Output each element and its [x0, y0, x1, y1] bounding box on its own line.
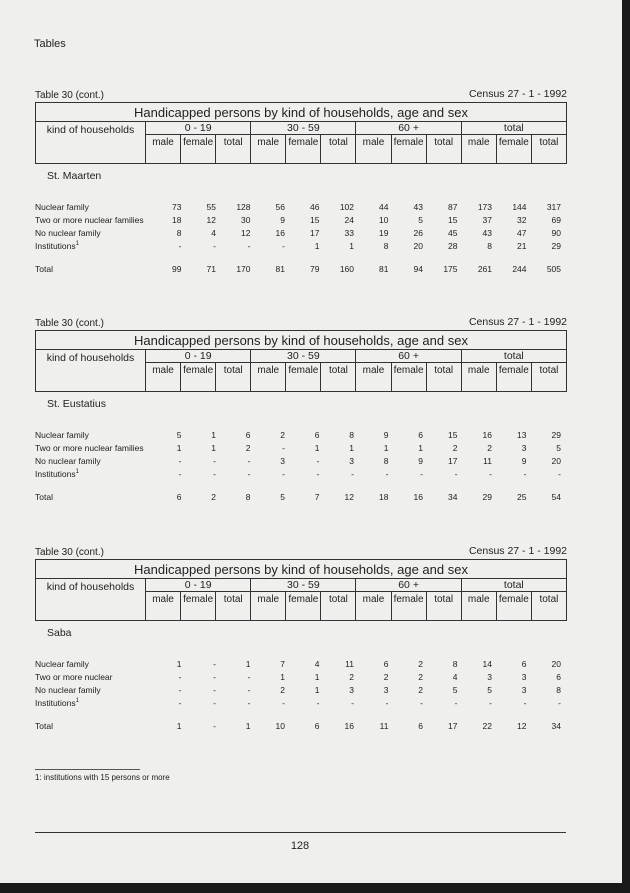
- cell-value: 11: [345, 658, 354, 669]
- cell-value: 1: [314, 671, 320, 682]
- cell-value: -: [247, 468, 251, 479]
- cell-value: 87: [448, 201, 458, 212]
- cell-value: 17: [310, 227, 320, 238]
- cell-value: 170: [236, 263, 251, 274]
- cell-value: 8: [383, 455, 389, 466]
- cell-value: 4: [314, 658, 320, 669]
- table-row: [35, 683, 567, 696]
- row-label: Institutions$^1$: [35, 697, 79, 708]
- table-number: Table 30 (cont.): [35, 547, 104, 558]
- sex-header: female: [391, 135, 426, 164]
- footnote-rule: [35, 769, 140, 770]
- data-table: [35, 200, 567, 275]
- cell-value: 8: [556, 684, 561, 695]
- cell-value: -: [454, 468, 458, 479]
- cell-value: 29: [551, 240, 561, 251]
- cell-value: 9: [383, 429, 389, 440]
- cell-value: 1: [349, 442, 354, 453]
- sex-header: female: [286, 363, 321, 392]
- row-label: Total: [35, 491, 53, 502]
- cell-value: 2: [487, 442, 492, 453]
- cell-value: -: [178, 684, 182, 695]
- sex-header: male: [146, 592, 181, 621]
- cell-value: 28: [448, 240, 458, 251]
- cell-value: -: [178, 468, 182, 479]
- cell-value: -: [178, 697, 182, 708]
- cell-value: 8: [349, 429, 354, 440]
- row-label: No nuclear family: [35, 684, 101, 695]
- cell-value: 1: [176, 442, 182, 453]
- row-label: Two or more nuclear: [35, 671, 113, 682]
- table-caption: [35, 88, 567, 102]
- table-caption: [35, 545, 567, 559]
- row-label: Nuclear family: [35, 658, 89, 669]
- sex-header: male: [356, 592, 391, 621]
- cell-value: 1: [211, 442, 216, 453]
- cell-value: 1: [176, 658, 182, 669]
- age-group-header: 30 - 59: [251, 122, 356, 135]
- cell-value: 3: [349, 455, 354, 466]
- cell-value: 1: [245, 720, 251, 731]
- sex-header: total: [531, 135, 566, 164]
- table-row: [35, 454, 567, 467]
- cell-value: 12: [517, 720, 527, 731]
- row-label: Total: [35, 263, 53, 274]
- cell-value: 46: [310, 201, 320, 212]
- cell-value: 15: [448, 429, 458, 440]
- cell-value: 29: [551, 429, 561, 440]
- row-label: Nuclear family: [35, 201, 89, 212]
- table-row: [35, 657, 567, 670]
- table-st-maarten: [35, 88, 567, 275]
- cell-value: 29: [482, 491, 492, 502]
- cell-value: 102: [339, 201, 354, 212]
- cell-value: 99: [172, 263, 182, 274]
- cell-value: 6: [314, 720, 320, 731]
- cell-value: -: [213, 671, 216, 682]
- cell-value: -: [213, 455, 216, 466]
- cell-value: 7: [314, 491, 320, 502]
- cell-value: 16: [344, 720, 354, 731]
- cell-value: 69: [551, 214, 561, 225]
- cell-value: 3: [349, 684, 354, 695]
- table-number: Table 30 (cont.): [35, 90, 104, 101]
- cell-value: 6: [245, 429, 251, 440]
- table-title: Handicapped persons by kind of households, age and sex: [36, 103, 567, 122]
- table-caption: [35, 316, 567, 330]
- row-label: Two or more nuclear families: [35, 214, 144, 225]
- table-row: [35, 200, 567, 213]
- cell-value: 6: [556, 671, 561, 682]
- cell-value: -: [454, 697, 458, 708]
- cell-value: -: [316, 468, 320, 479]
- footnote-marker: 1: [75, 240, 79, 247]
- row-label: Nuclear family: [35, 429, 89, 440]
- age-group-header: 0 - 19: [146, 122, 251, 135]
- sex-header: male: [251, 592, 286, 621]
- total-row: [35, 490, 567, 503]
- cell-value: 3: [383, 684, 389, 695]
- cell-value: 8: [176, 227, 182, 238]
- total-row: [35, 719, 567, 732]
- cell-value: -: [558, 468, 561, 479]
- cell-value: 6: [383, 658, 389, 669]
- data-table: [35, 657, 567, 732]
- sex-header: male: [461, 363, 496, 392]
- row-label: Two or more nuclear families: [35, 442, 144, 453]
- cell-value: 128: [236, 201, 251, 212]
- cell-value: 11: [483, 455, 492, 466]
- cell-value: 26: [413, 227, 423, 238]
- cell-value: 160: [339, 263, 354, 274]
- cell-value: 244: [512, 263, 527, 274]
- cell-value: 12: [344, 491, 354, 502]
- cell-value: 32: [517, 214, 527, 225]
- sex-header: female: [181, 592, 216, 621]
- census-date: Census 27 - 1 - 1992: [468, 316, 567, 328]
- sex-header: female: [496, 363, 531, 392]
- cell-value: 6: [176, 491, 182, 502]
- cell-value: 1: [314, 684, 320, 695]
- cell-value: 37: [482, 214, 492, 225]
- cell-value: 5: [176, 429, 182, 440]
- sex-header: male: [251, 363, 286, 392]
- cell-value: 24: [344, 214, 354, 225]
- cell-value: -: [178, 455, 182, 466]
- cell-value: 8: [383, 240, 389, 251]
- cell-value: 47: [517, 227, 527, 238]
- cell-value: 15: [310, 214, 320, 225]
- census-date: Census 27 - 1 - 1992: [468, 88, 567, 100]
- cell-value: -: [213, 468, 216, 479]
- region-label: St. Eustatius: [47, 398, 106, 410]
- cell-value: 16: [275, 227, 285, 238]
- row-label: No nuclear family: [35, 227, 101, 238]
- age-group-header: 0 - 19: [146, 579, 251, 592]
- table-number: Table 30 (cont.): [35, 318, 104, 329]
- cell-value: -: [558, 697, 561, 708]
- cell-value: 2: [280, 429, 285, 440]
- cell-value: 2: [418, 671, 423, 682]
- cell-value: -: [523, 468, 527, 479]
- table-row: [35, 467, 567, 480]
- cell-value: 8: [487, 240, 492, 251]
- cell-value: 16: [482, 429, 492, 440]
- cell-value: -: [489, 468, 492, 479]
- cell-value: 1: [314, 442, 320, 453]
- cell-value: 11: [379, 720, 389, 731]
- sex-header: total: [321, 592, 356, 621]
- sex-header: female: [286, 592, 321, 621]
- cell-value: 56: [275, 201, 285, 212]
- cell-value: 43: [413, 201, 423, 212]
- footer-rule: [35, 832, 566, 833]
- sex-header: male: [146, 135, 181, 164]
- sex-header: female: [391, 363, 426, 392]
- cell-value: 5: [556, 442, 561, 453]
- sex-header: female: [496, 592, 531, 621]
- kind-of-households-header: kind of households: [36, 579, 146, 621]
- region-label: St. Maarten: [47, 170, 102, 182]
- region-label: Saba: [47, 627, 72, 639]
- cell-value: -: [247, 240, 251, 251]
- cell-value: 2: [452, 442, 458, 453]
- cell-value: 1: [314, 240, 320, 251]
- cell-value: 81: [275, 263, 285, 274]
- cell-value: 8: [452, 658, 458, 669]
- cell-value: 22: [482, 720, 492, 731]
- cell-value: 73: [172, 201, 182, 212]
- cell-value: 2: [418, 684, 423, 695]
- cell-value: 4: [211, 227, 216, 238]
- cell-value: -: [247, 671, 251, 682]
- table-st-eustatius: [35, 316, 567, 503]
- cell-value: 1: [418, 442, 423, 453]
- cell-value: 1: [280, 671, 285, 682]
- sex-header: total: [321, 363, 356, 392]
- total-row: [35, 262, 567, 275]
- table-saba: [35, 545, 567, 732]
- age-group-header: 60 +: [356, 579, 461, 592]
- footnote-marker: 1: [75, 697, 79, 704]
- cell-value: 34: [448, 491, 458, 502]
- cell-value: 90: [551, 227, 561, 238]
- cell-value: -: [178, 240, 182, 251]
- cell-value: -: [247, 684, 251, 695]
- cell-value: 20: [413, 240, 423, 251]
- cell-value: -: [351, 468, 354, 479]
- cell-value: 21: [517, 240, 527, 251]
- cell-value: 9: [418, 455, 423, 466]
- data-table: [35, 428, 567, 503]
- cell-value: 6: [418, 720, 423, 731]
- cell-value: -: [385, 468, 389, 479]
- table-row: [35, 670, 567, 683]
- footnote-marker: 1: [75, 468, 79, 475]
- cell-value: 8: [245, 491, 251, 502]
- sex-header: total: [531, 363, 566, 392]
- cell-value: 1: [245, 658, 251, 669]
- cell-value: 1: [349, 240, 354, 251]
- cell-value: 144: [512, 201, 527, 212]
- cell-value: 9: [280, 214, 285, 225]
- sex-header: male: [461, 592, 496, 621]
- table-row: [35, 428, 567, 441]
- table-row: [35, 696, 567, 709]
- age-group-header: 60 +: [356, 122, 461, 135]
- cell-value: 2: [383, 671, 389, 682]
- age-group-header: 60 +: [356, 350, 461, 363]
- cell-value: -: [523, 697, 527, 708]
- sex-header: male: [251, 135, 286, 164]
- cell-value: 33: [344, 227, 354, 238]
- page-number: 128: [290, 840, 310, 852]
- age-group-header: 30 - 59: [251, 350, 356, 363]
- kind-of-households-header: kind of households: [36, 122, 146, 164]
- cell-value: 20: [551, 455, 561, 466]
- cell-value: 30: [241, 214, 251, 225]
- row-label: Total: [35, 720, 53, 731]
- sex-header: total: [426, 363, 461, 392]
- cell-value: 17: [448, 455, 458, 466]
- cell-value: -: [213, 658, 216, 669]
- table-row: [35, 239, 567, 252]
- row-label: Institutions$^1$: [35, 240, 79, 251]
- sex-header: total: [531, 592, 566, 621]
- footnote: 1: institutions with 15 persons or more: [35, 773, 170, 782]
- sex-header: male: [461, 135, 496, 164]
- sex-header: total: [426, 135, 461, 164]
- table-header: [35, 330, 567, 392]
- cell-value: 20: [551, 658, 561, 669]
- cell-value: 45: [448, 227, 458, 238]
- sex-header: female: [181, 363, 216, 392]
- cell-value: 7: [280, 658, 285, 669]
- running-head: Tables: [34, 38, 66, 50]
- cell-value: 3: [487, 671, 492, 682]
- cell-value: 81: [379, 263, 389, 274]
- cell-value: 44: [379, 201, 389, 212]
- cell-value: 6: [314, 429, 320, 440]
- cell-value: 2: [349, 671, 354, 682]
- cell-value: 5: [418, 214, 423, 225]
- cell-value: 94: [413, 263, 423, 274]
- row-label: Institutions$^1$: [35, 468, 79, 479]
- cell-value: 1: [176, 720, 182, 731]
- census-date: Census 27 - 1 - 1992: [468, 545, 567, 557]
- table-row: [35, 441, 567, 454]
- cell-value: 6: [521, 658, 527, 669]
- cell-value: 5: [452, 684, 458, 695]
- table-header: [35, 559, 567, 621]
- sex-header: female: [496, 135, 531, 164]
- cell-value: 79: [310, 263, 320, 274]
- cell-value: -: [213, 720, 216, 731]
- cell-value: -: [351, 697, 354, 708]
- cell-value: 1: [211, 429, 216, 440]
- age-group-header: 0 - 19: [146, 350, 251, 363]
- table-row: [35, 226, 567, 239]
- sex-header: total: [216, 592, 251, 621]
- cell-value: 43: [482, 227, 492, 238]
- kind-of-households-header: kind of households: [36, 350, 146, 392]
- table-title: Handicapped persons by kind of households, age and sex: [36, 560, 567, 579]
- cell-value: -: [420, 697, 423, 708]
- cell-value: 3: [521, 671, 527, 682]
- cell-value: -: [385, 697, 389, 708]
- cell-value: -: [178, 671, 182, 682]
- sex-header: female: [181, 135, 216, 164]
- cell-value: 5: [487, 684, 492, 695]
- age-group-header: total: [461, 122, 566, 135]
- cell-value: -: [282, 240, 285, 251]
- cell-value: 317: [546, 201, 561, 212]
- cell-value: 18: [172, 214, 182, 225]
- cell-value: -: [213, 240, 216, 251]
- table-row: [35, 213, 567, 226]
- cell-value: -: [247, 455, 251, 466]
- cell-value: 2: [211, 491, 216, 502]
- cell-value: -: [282, 442, 285, 453]
- cell-value: 19: [379, 227, 389, 238]
- cell-value: 5: [280, 491, 285, 502]
- cell-value: -: [489, 697, 492, 708]
- sex-header: male: [146, 363, 181, 392]
- cell-value: -: [213, 697, 216, 708]
- sex-header: male: [356, 363, 391, 392]
- cell-value: 18: [379, 491, 389, 502]
- cell-value: 10: [275, 720, 285, 731]
- cell-value: 2: [280, 684, 285, 695]
- table-title: Handicapped persons by kind of households, age and sex: [36, 331, 567, 350]
- cell-value: 17: [448, 720, 458, 731]
- sex-header: total: [426, 592, 461, 621]
- cell-value: 175: [443, 263, 458, 274]
- cell-value: 12: [206, 214, 216, 225]
- cell-value: -: [213, 684, 216, 695]
- table-header: [35, 102, 567, 164]
- cell-value: 34: [551, 720, 561, 731]
- cell-value: -: [420, 468, 423, 479]
- cell-value: 10: [379, 214, 389, 225]
- cell-value: -: [316, 697, 320, 708]
- cell-value: 3: [521, 684, 527, 695]
- cell-value: 3: [280, 455, 285, 466]
- cell-value: 261: [477, 263, 492, 274]
- cell-value: 16: [413, 491, 423, 502]
- cell-value: 3: [521, 442, 527, 453]
- cell-value: 2: [245, 442, 251, 453]
- cell-value: 71: [206, 263, 216, 274]
- sex-header: female: [391, 592, 426, 621]
- sex-header: total: [216, 363, 251, 392]
- cell-value: 9: [521, 455, 527, 466]
- sex-header: total: [216, 135, 251, 164]
- cell-value: -: [282, 697, 285, 708]
- cell-value: 2: [418, 658, 423, 669]
- cell-value: 12: [241, 227, 251, 238]
- age-group-header: 30 - 59: [251, 579, 356, 592]
- cell-value: -: [282, 468, 285, 479]
- cell-value: 15: [448, 214, 458, 225]
- age-group-header: total: [461, 350, 566, 363]
- cell-value: 55: [206, 201, 216, 212]
- sex-header: female: [286, 135, 321, 164]
- sex-header: male: [356, 135, 391, 164]
- cell-value: -: [247, 697, 251, 708]
- cell-value: 173: [477, 201, 492, 212]
- sex-header: total: [321, 135, 356, 164]
- cell-value: -: [316, 455, 320, 466]
- cell-value: 54: [551, 491, 561, 502]
- cell-value: 4: [452, 671, 458, 682]
- age-group-header: total: [461, 579, 566, 592]
- cell-value: 1: [383, 442, 389, 453]
- cell-value: 13: [517, 429, 527, 440]
- cell-value: 25: [517, 491, 527, 502]
- cell-value: 505: [546, 263, 561, 274]
- cell-value: 6: [418, 429, 423, 440]
- cell-value: 14: [482, 658, 492, 669]
- row-label: No nuclear family: [35, 455, 101, 466]
